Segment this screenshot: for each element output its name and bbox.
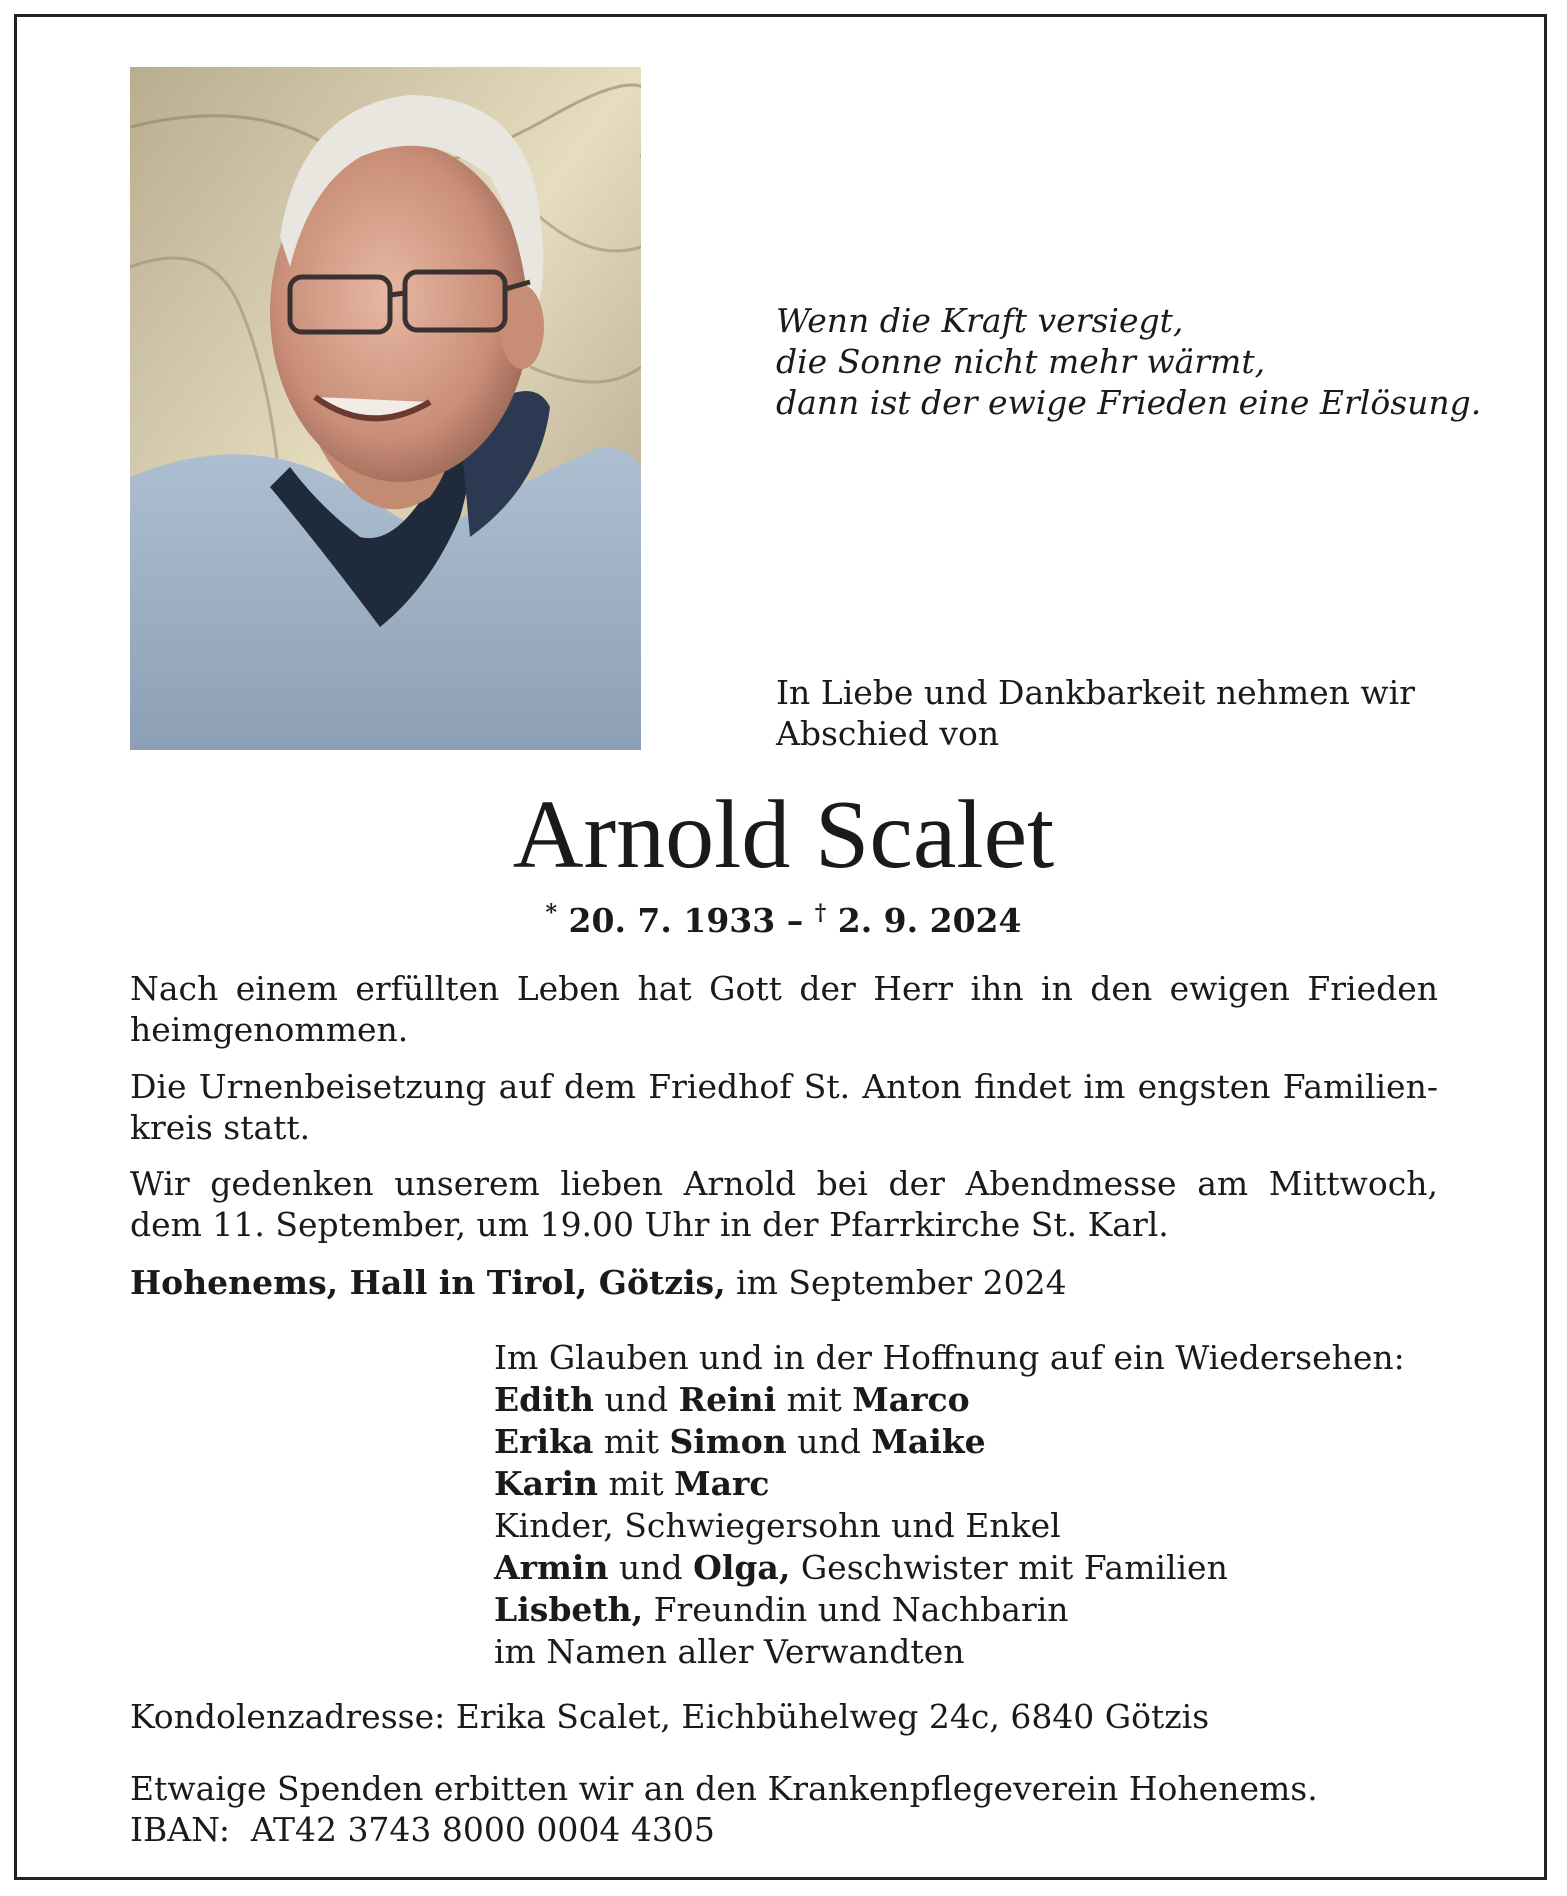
mourner-relation: Kinder, Schwiegersohn und Enkel [494, 1506, 1061, 1545]
date-separator: – [786, 901, 804, 940]
iban-number: AT42 3743 8000 0004 4305 [250, 1810, 715, 1849]
paragraph-line: dem 11. September, um 19.00 Uhr in der Pfarrkirche St. Karl. [130, 1205, 1169, 1244]
mourner-name: Maike [871, 1422, 986, 1461]
memorial-quote [776, 300, 1481, 423]
mourner-name: Edith [494, 1380, 594, 1419]
mourner-name: Karin [494, 1464, 598, 1503]
donation-text: Etwaige Spenden erbitten wir an den Krankenpflegeverein Hohenems. [130, 1769, 1318, 1808]
paragraph-line: heimgenommen. [130, 1010, 409, 1049]
paragraph-line: Die Urnenbeisetzung auf dem Friedhof St. Anton findet im engsten Familien- [130, 1067, 1438, 1106]
life-dates [0, 893, 1567, 941]
mourner-name: Simon [669, 1422, 787, 1461]
connector: und [604, 1380, 669, 1419]
mourner-row [494, 1589, 1405, 1631]
condolence-address: Kondolenzadresse: Erika Scalet, Eichbühelweg 24c, 6840 Götzis [130, 1697, 1210, 1736]
mourners-list [494, 1337, 1405, 1673]
connector: mit [608, 1464, 664, 1503]
quote-line: die Sonne nicht mehr wärmt, [776, 342, 1266, 381]
farewell-intro [776, 672, 1456, 754]
mourner-relation: im Namen aller Verwandten [494, 1632, 965, 1671]
deceased-name: Arnold Scalet [512, 781, 1055, 889]
iban-label: IBAN: [130, 1810, 230, 1849]
mourners-heading: Im Glauben und in der Hoffnung auf ein Wiedersehen: [494, 1338, 1405, 1377]
mourner-row [494, 1547, 1405, 1589]
connector: mit [786, 1380, 842, 1419]
paragraph-line: Wir gedenken unserem lieben Arnold bei der Abendmesse am Mittwoch, [130, 1164, 1438, 1203]
paragraph-burial [130, 1066, 1438, 1148]
mourner-row [494, 1463, 1405, 1505]
place-and-date [130, 1262, 1438, 1303]
paragraph-line: Nach einem erfüllten Leben hat Gott der Herr ihn in den ewigen Frieden [130, 969, 1438, 1008]
connector: und [797, 1422, 861, 1461]
quote-line: dann ist der ewige Frieden eine Erlösung. [776, 383, 1482, 422]
places: Hohenems, Hall in Tirol, Götzis, [130, 1263, 726, 1302]
mourner-row [494, 1421, 1405, 1463]
paragraph-passing [130, 968, 1438, 1050]
intro-line: Abschied von [776, 714, 1000, 753]
mourner-name: Reini [678, 1380, 777, 1419]
mourner-row [494, 1379, 1405, 1421]
intro-line: In Liebe und Dankbarkeit nehmen wir [776, 673, 1416, 712]
mourner-name: Armin [494, 1548, 609, 1587]
notice-date: im September 2024 [736, 1263, 1067, 1302]
mourner-name: Erika [494, 1422, 594, 1461]
birth-date: 20. 7. 1933 [568, 901, 776, 940]
quote-line: Wenn die Kraft versiegt, [776, 301, 1184, 340]
mourner-relation: Freundin und Nachbarin [653, 1590, 1069, 1629]
portrait-photo [130, 67, 641, 750]
donation-info [130, 1768, 1460, 1850]
connector: mit [603, 1422, 659, 1461]
mourner-name: Marco [852, 1380, 970, 1419]
death-symbol: † [814, 900, 827, 926]
iban-line [130, 1809, 1460, 1850]
connector: und [618, 1548, 683, 1587]
mourner-name: Olga, [693, 1548, 791, 1587]
paragraph-mass [130, 1163, 1438, 1245]
mourner-name: Marc [674, 1464, 770, 1503]
paragraph-line: kreis statt. [130, 1108, 311, 1147]
mourner-name: Lisbeth, [494, 1590, 644, 1629]
mourner-relation: Geschwister mit Familien [800, 1548, 1228, 1587]
birth-symbol: * [545, 900, 558, 926]
death-date: 2. 9. 2024 [837, 901, 1022, 940]
